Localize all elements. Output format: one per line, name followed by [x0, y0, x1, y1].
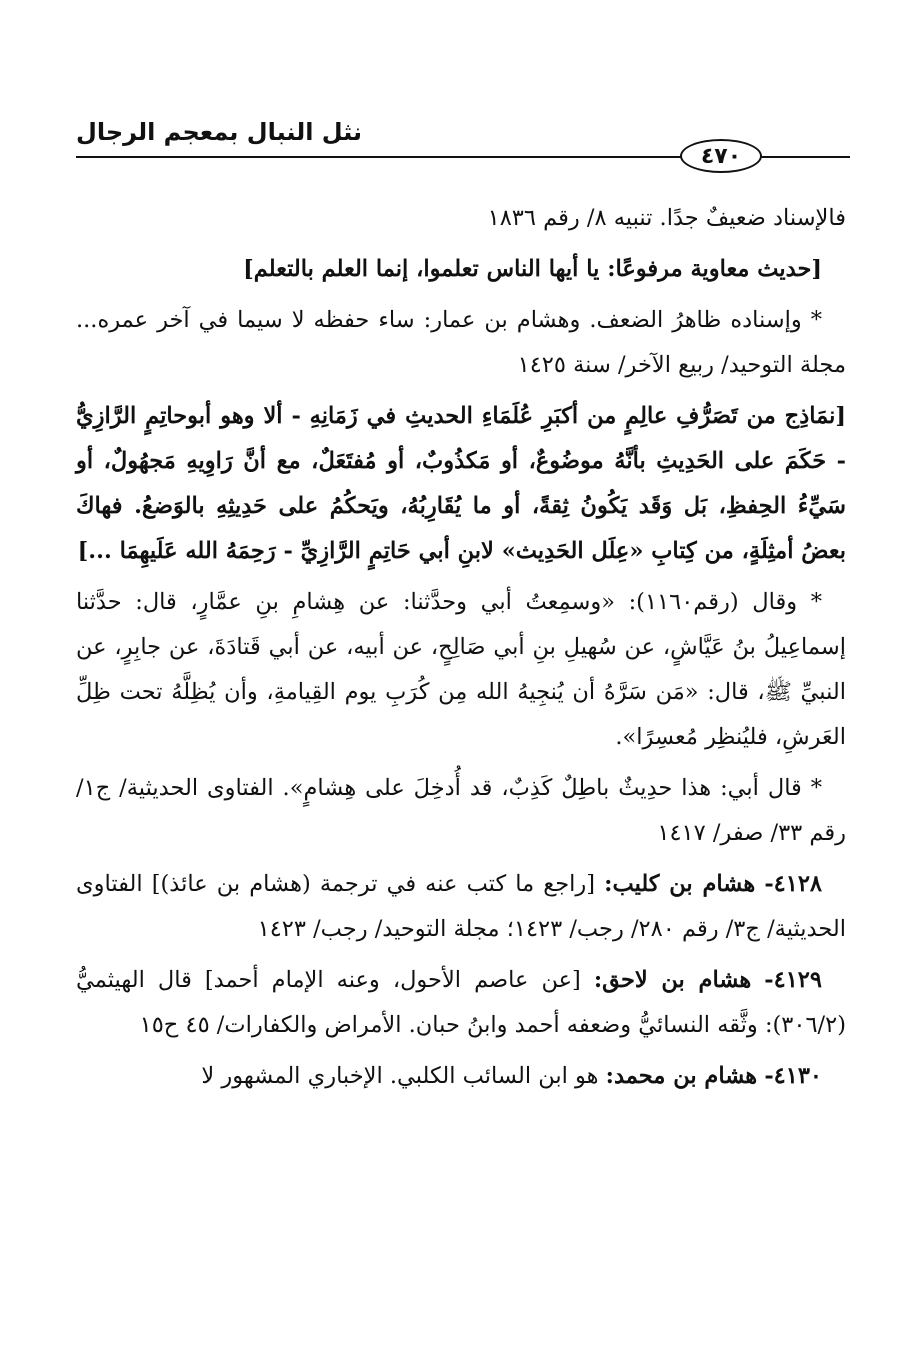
entry-hisham-kulaib	[76, 862, 846, 952]
entry-name: هشام بن لاحق:	[593, 967, 752, 993]
entry-text: [عن عاصم الأحول، وعنه الإمام أحمد] قال الهيثميُّ (٣٠٦/٢): وثَّقه النسائيُّ وضعفه أحمد وابنُ حبان. الأمراض والكفارات/ ٤٥ ح١٥	[76, 967, 846, 1038]
entry-number: ٤١٣٠-	[764, 1063, 822, 1089]
page-number-badge	[680, 139, 762, 173]
entry-name: هشام بن محمد:	[605, 1063, 758, 1089]
entry-text: هو ابن السائب الكلبي. الإخباري المشهور لا	[201, 1063, 599, 1089]
paragraph-hadith-narration: * وقال (رقم١١٦٠): «وسمِعتُ أبي وحدَّثنا: عن هِشامِ بنِ عمَّارٍ، قال: حدَّثنا إسماعِيلُ بنُ عَيَّاشٍ، عن سُهيلِ بنِ أبي صَالِحٍ، عن أبيه، عن أبي قَتادَةَ، عن جابِرٍ، عن النبيِّ ﷺ، قال: «مَن سَرَّهُ أن يُنجِيهُ الله مِن كُرَبِ يوم القِيامةِ، وأن يُظِلَّهُ تحت ظِلِّ العَرشِ، فليُنظِر مُعسِرًا».	[76, 589, 846, 750]
entry-hisham-lahiq	[76, 958, 846, 1048]
paragraph-abu-hatim-examples: [نمَاذِج من تَصَرُّفِ عالِمٍ من أكبَرِ عُلَمَاءِ الحديثِ في زَمَانِهِ - ألا وهو أبوحاتِمٍ الرَّازِيُّ - حَكَمَ على الحَدِيثِ بأنَّهُ موضُوعٌ، أو مَكذُوبٌ، أو مُفتَعَلٌ، مع أنَّ رَاوِيهِ مَجهُولٌ، أو سَيِّءُ الحِفظِ، بَل وَقَد يَكُونُ ثِقةً، أو ما يُقَارِبُهُ، ويَحكُمُ على حَدِيثِهِ بالوَضعُ. فهاكَ بعضُ أمثِلَةٍ، من كِتابِ «عِلَل الحَدِيث» لابنِ أبي حَاتِمٍ الرَّازِيِّ - رَحِمَهُ الله عَلَيهِمَا ...]	[76, 403, 846, 564]
entry-number: ٤١٢٩-	[764, 967, 822, 993]
page-body	[76, 196, 846, 1105]
entry-text: [راجع ما كتب عنه في ترجمة (هشام بن عائذ)] الفتاوى الحديثية/ ج٣/ رقم ٢٨٠/ رجب/ ١٤٢٣؛ مجلة التوحيد/ رجب/ ١٤٢٣	[76, 871, 846, 942]
page-number: ٤٧٠	[700, 143, 742, 169]
paragraph-hadith-muawiya: [حديث معاوية مرفوعًا: يا أيها الناس تعلموا، إنما العلم بالتعلم]	[243, 256, 822, 282]
running-header-title: نثل النبال بمعجم الرجال	[76, 118, 363, 146]
entry-number: ٤١٢٨-	[764, 871, 822, 897]
entry-hisham-muhammad	[76, 1054, 846, 1099]
paragraph-abu-hatim-verdict: * قال أبي: هذا حدِيثٌ باطِلٌ كَذِبٌ، قد أُدخِلَ على هِشامٍ». الفتاوى الحديثية/ ج١/ رقم ٣٣/ صفر/ ١٤١٧	[76, 775, 846, 846]
paragraph-hisham-ammar: * وإسناده ظاهرُ الضعف. وهشام بن عمار: ساء حفظه لا سيما في آخر عمره... مجلة التوحيد/ ربيع الآخر/ سنة ١٤٢٥	[76, 307, 846, 378]
entry-name: هشام بن كليب:	[604, 871, 756, 897]
paragraph-isnad-weak: فالإسناد ضعيفٌ جدًا. تنبيه ٨/ رقم ١٨٣٦	[487, 205, 846, 231]
